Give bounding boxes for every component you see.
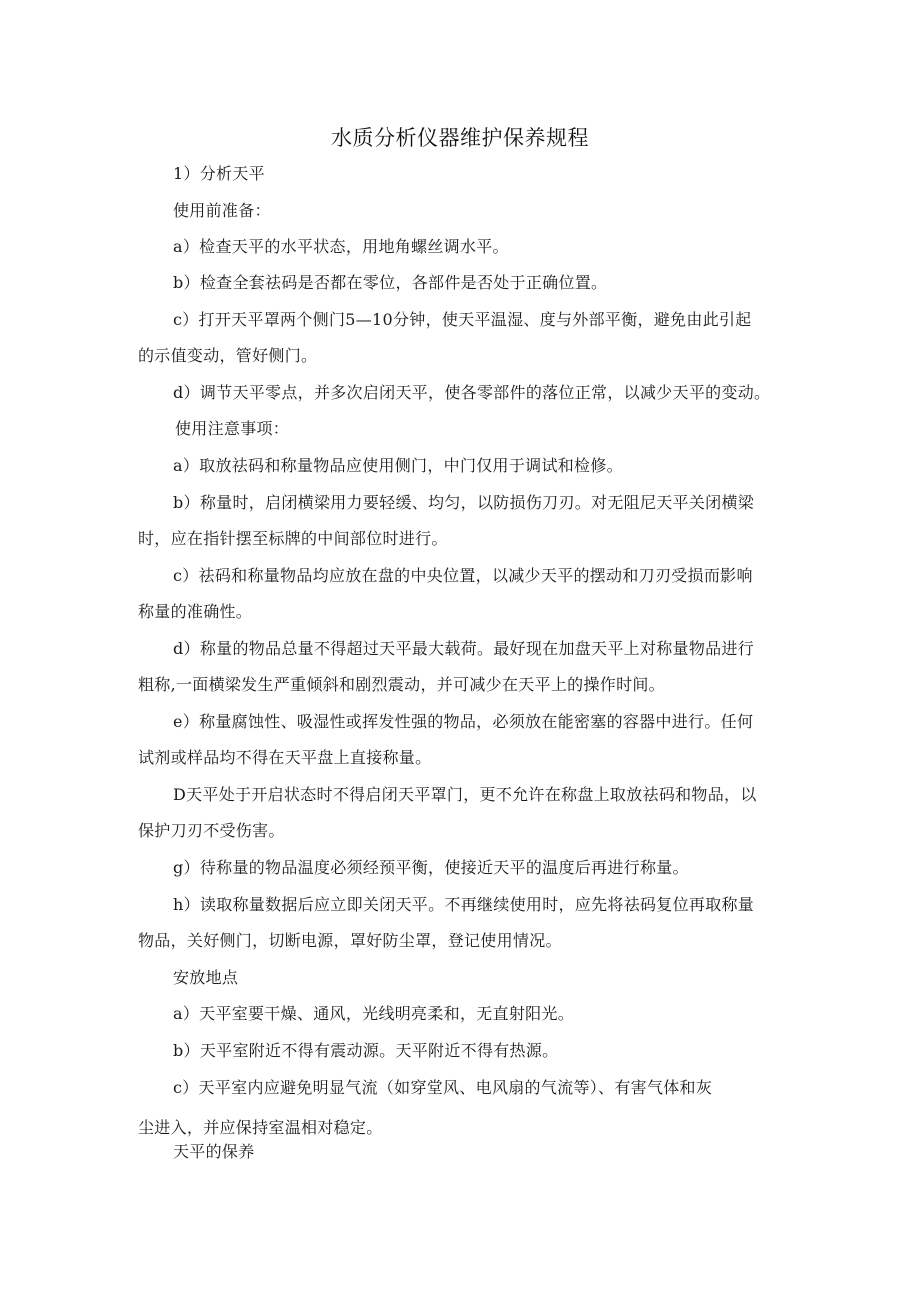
prep-item-c-line1: c）打开天平罩两个侧门5—10分钟，使天平温湿、度与外部平衡，避免由此引起 bbox=[173, 310, 752, 329]
note-item-g: g）待称量的物品温度必须经预平衡，使接近天平的温度后再进行称量。 bbox=[173, 858, 689, 877]
prep-item-b: b）检查全套祛码是否都在零位，各部件是否处于正确位置。 bbox=[173, 273, 608, 292]
section-heading: 1）分析天平 bbox=[173, 164, 265, 183]
place-item-c-line1: c）天平室内应避免明显气流（如穿堂风、电风扇的气流等）、有害气体和灰 bbox=[173, 1078, 713, 1097]
place-item-b: b）天平室附近不得有震动源。天平附近不得有热源。 bbox=[173, 1041, 559, 1060]
note-item-h-line1: h）读取称量数据后应立即关闭天平。不再继续使用时，应先将祛码复位再取称量 bbox=[173, 895, 755, 914]
document-title: 水质分析仪器维护保养规程 bbox=[331, 126, 589, 150]
note-item-e-line2: 试剂或样品均不得在天平盘上直接称量。 bbox=[138, 748, 432, 767]
prep-heading: 使用前准备： bbox=[173, 201, 271, 220]
note-item-f-line1: D天平处于开启状态时不得启闭天平罩门，更不允许在称盘上取放祛码和物品，以 bbox=[173, 785, 757, 804]
note-item-c-line2: 称量的准确性。 bbox=[138, 602, 253, 621]
note-item-d-line2: 粗称,一面横梁发生严重倾斜和剧烈震动，并可减少在天平上的操作时间。 bbox=[138, 675, 665, 694]
note-item-f-line2: 保护刀刃不受伤害。 bbox=[138, 821, 285, 840]
notes-heading: 使用注意事项： bbox=[175, 419, 290, 438]
note-item-c-line1: c）祛码和称量物品均应放在盘的中央位置，以减少天平的摆动和刀刃受损而影响 bbox=[173, 566, 753, 585]
prep-item-a: a）检查天平的水平状态，用地角螺丝调水平。 bbox=[173, 237, 509, 256]
prep-item-d: d）调节天平零点，并多次启闭天平，使各零部件的落位正常，以减少天平的变动。 bbox=[173, 383, 771, 402]
place-item-a: a）天平室要干燥、通风，光线明亮柔和，无直射阳光。 bbox=[173, 1004, 575, 1023]
maintenance-heading: 天平的保养 bbox=[173, 1142, 255, 1161]
note-item-d-line1: d）称量的物品总量不得超过天平最大载荷。最好现在加盘天平上对称量物品进行 bbox=[173, 639, 755, 658]
note-item-b-line2: 时，应在指针摆至标牌的中间部位时进行。 bbox=[138, 529, 448, 548]
place-heading: 安放地点 bbox=[173, 968, 239, 987]
prep-item-c-line2: 的示值变动，管好侧门。 bbox=[138, 346, 318, 365]
note-item-a: a）取放祛码和称量物品应使用侧门，中门仅用于调试和检修。 bbox=[173, 456, 623, 475]
note-item-e-line1: e）称量腐蚀性、吸湿性或挥发性强的物品，必须放在能密塞的容器中进行。任何 bbox=[173, 712, 754, 731]
note-item-h-line2: 物品，关好侧门，切断电源，罩好防尘罩，登记使用情况。 bbox=[138, 931, 562, 950]
place-item-c-line2: 尘进入，并应保持室温相对稳定。 bbox=[138, 1118, 383, 1137]
note-item-b-line1: b）称量时，启闭横梁用力要轻缓、均匀，以防损伤刀刃。对无阻尼天平关闭横梁 bbox=[173, 493, 755, 512]
